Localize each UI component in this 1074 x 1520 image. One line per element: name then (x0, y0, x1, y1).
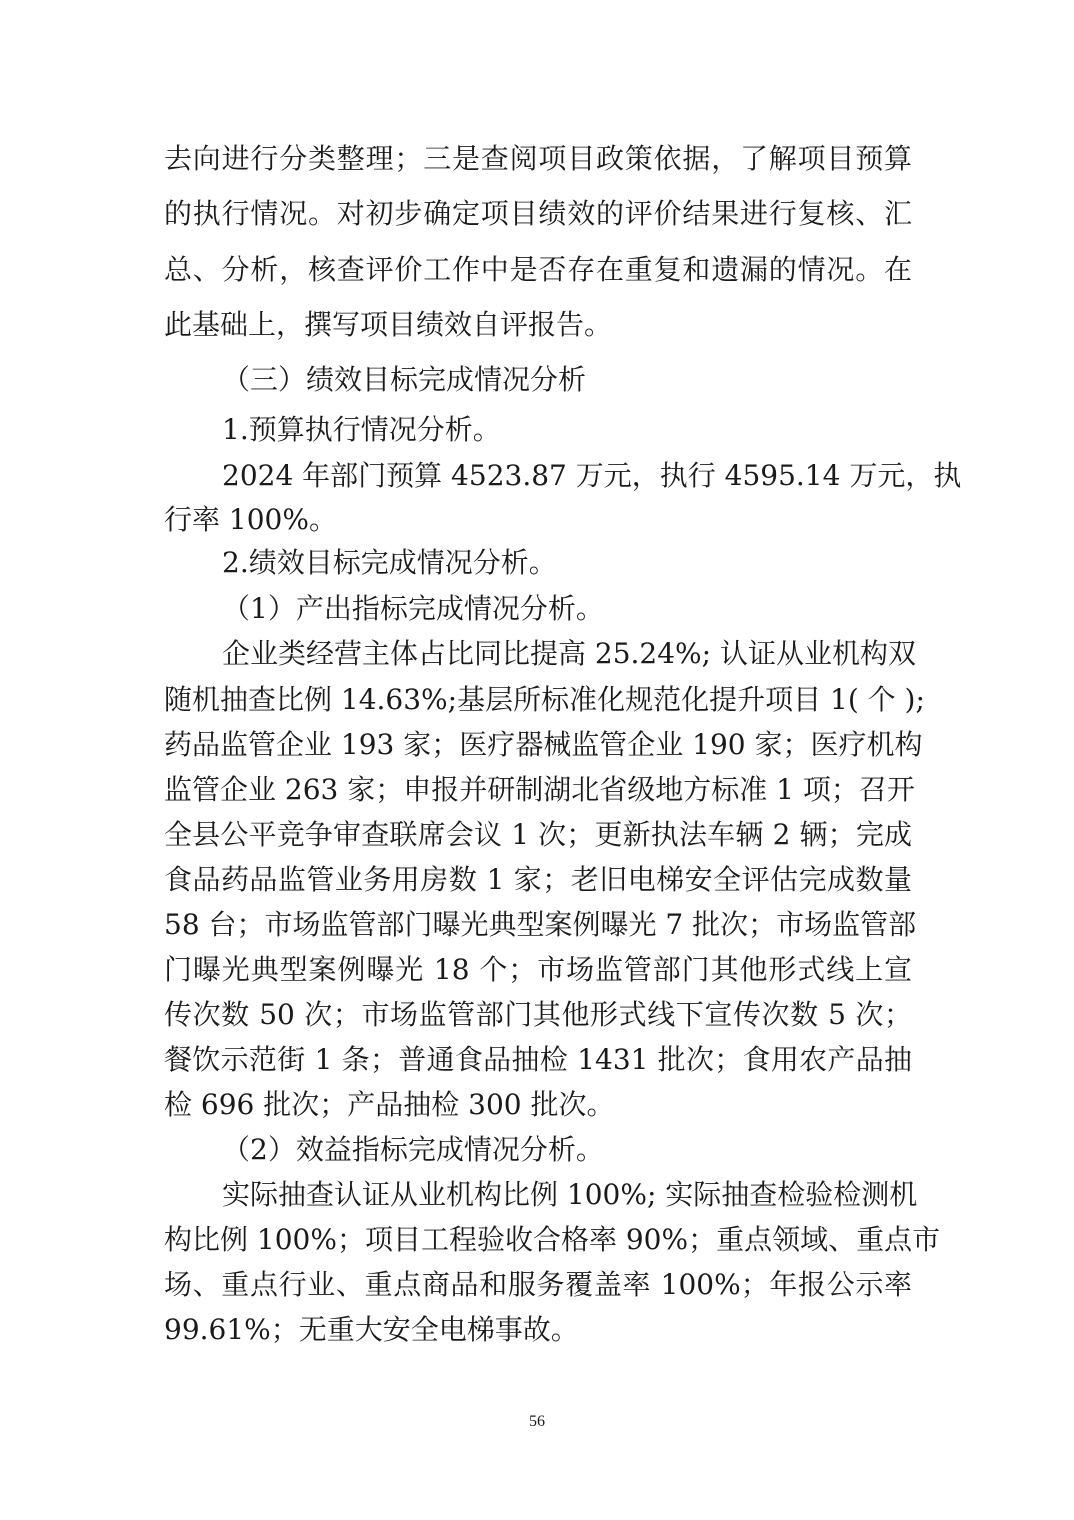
paragraph-line: 检 696 批次；产品抽检 300 批次。 (164, 1088, 615, 1121)
paragraph-line: 餐饮示范街 1 条；普通食品抽检 1431 批次；食用农产品抽 (164, 1043, 912, 1076)
paragraph-line: 传次数 50 次；市场监管部门其他形式线下宣传次数 5 次； (164, 998, 912, 1031)
paragraph-line: 总、分析，核查评价工作中是否存在重复和遗漏的情况。在 (164, 253, 912, 286)
paragraph-line: 全县公平竞争审查联席会议 1 次；更新执法车辆 2 辆；完成 (164, 818, 912, 851)
page-number: 56 (529, 1413, 545, 1430)
paragraph-line: 随机抽查比例 14.63%;基层所标准化规范化提升项目 1( 个 ); (164, 683, 925, 716)
paragraph-line: 监管企业 263 家；申报并研制湖北省级地方标准 1 项；召开 (164, 773, 915, 806)
paragraph-line: 实际抽查认证从业机构比例 100%; 实际抽查检验检测机 (222, 1178, 918, 1211)
paragraph-line: 构比例 100%；项目工程验收合格率 90%；重点领域、重点市 (164, 1223, 941, 1256)
paragraph-line: 行率 100%。 (164, 503, 337, 536)
paragraph-line: 2024 年部门预算 4523.87 万元，执行 4595.14 万元，执 (222, 459, 962, 492)
paragraph-line: 场、重点行业、重点商品和服务覆盖率 100%；年报公示率 (164, 1268, 912, 1301)
sub-subsection-heading: （2）效益指标完成情况分析。 (222, 1133, 604, 1166)
sub-subsection-heading: （1）产出指标完成情况分析。 (222, 592, 604, 625)
subsection-heading: 1.预算执行情况分析。 (222, 413, 501, 446)
paragraph-line: 药品监管企业 193 家；医疗器械监管企业 190 家；医疗机构 (164, 728, 923, 761)
paragraph-line: 企业类经营主体占比同比提高 25.24%; 认证从业机构双 (222, 637, 917, 670)
paragraph-line: 门曝光典型案例曝光 18 个；市场监管部门其他形式线上宣 (164, 953, 912, 986)
paragraph-line: 食品药品监管业务用房数 1 家；老旧电梯安全评估完成数量 (164, 863, 912, 896)
paragraph-line: 58 台；市场监管部门曝光典型案例曝光 7 批次；市场监管部 (164, 908, 917, 941)
section-heading: （三）绩效目标完成情况分析 (222, 363, 587, 396)
paragraph-line: 的执行情况。对初步确定项目绩效的评价结果进行复核、汇 (164, 197, 912, 230)
paragraph-line: 99.61%；无重大安全电梯事故。 (164, 1313, 579, 1346)
paragraph-line: 此基础上，撰写项目绩效自评报告。 (164, 308, 613, 341)
paragraph-line: 去向进行分类整理；三是查阅项目政策依据，了解项目预算 (164, 142, 912, 175)
subsection-heading: 2.绩效目标完成情况分析。 (222, 546, 557, 579)
